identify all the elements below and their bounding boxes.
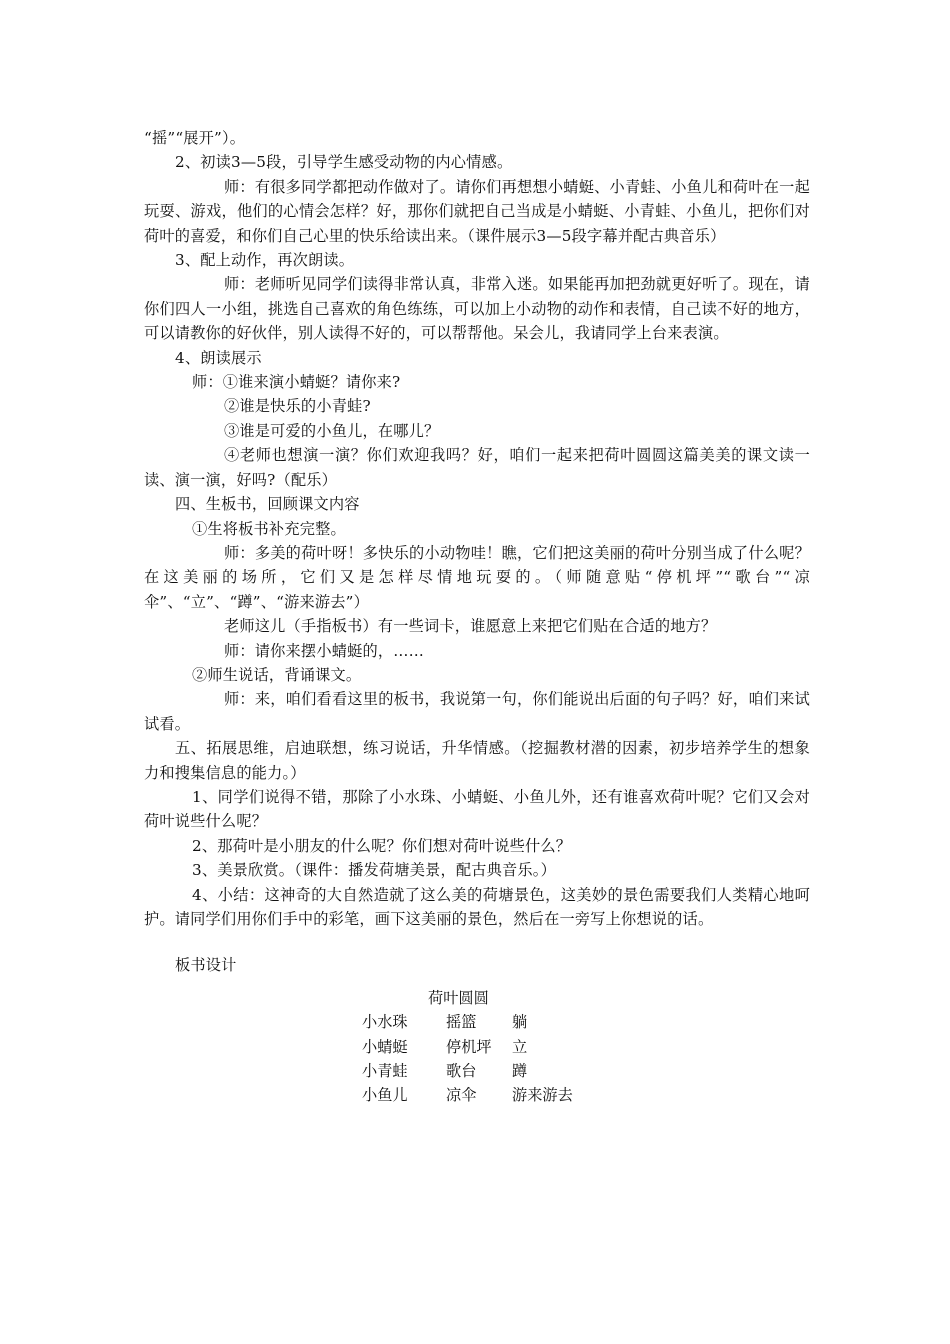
document-page: [144, 126, 810, 1108]
paragraph-text: “摇”“展开”）。: [144, 129, 246, 147]
board-animal: 小青蛙: [362, 1062, 408, 1081]
board-design: [362, 986, 810, 1108]
section-heading: 四、生板书，回顾课文内容: [175, 495, 360, 514]
board-row: [362, 1035, 810, 1059]
board-design-heading: 板书设计: [175, 956, 237, 975]
step-heading: ②师生说话，背诵课文。: [192, 665, 362, 684]
teacher-speech: 老师这儿（手指板书）有一些词卡，谁愿意上来把它们贴在合适的地方？: [224, 617, 717, 636]
step-heading: 4、朗读展示: [175, 348, 262, 367]
board-animal: 小蜻蜓: [362, 1037, 408, 1056]
teacher-speech: 师：请你来摆小蜻蜓的，……: [224, 641, 425, 660]
teacher-question: ③谁是可爱的小鱼儿，在哪儿？: [224, 421, 440, 440]
board-row: [362, 1083, 810, 1107]
step-heading: 3、配上动作，再次朗读。: [175, 251, 355, 270]
step-heading: 2、初读3—5段，引导学生感受动物的内心情感。: [175, 153, 513, 172]
teacher-speech: 师：老师听见同学们读得非常认真，非常入迷。如果能再加把劲就更好听了。现在，请你们四人一小组，挑选自己喜欢的角色练练，可以加上小动物的动作和表情，自己读不好的地方，可以请教你的好伙伴，别人读得不好的，可以帮帮他。呆会儿，我请同学上台来表演。: [144, 275, 810, 343]
teacher-speech: 师：多美的荷叶呀！多快乐的小动物哇！瞧，它们把这美丽的荷叶分别当成了什么呢？在这美丽的场所，它们又是怎样尽情地玩耍的。（师随意贴“停机坪”“歌台”“凉伞”、“立”、“蹲”、“游来游去”）: [144, 543, 810, 611]
board-object: 歌台: [446, 1062, 477, 1081]
step-item: 3、美景欣赏。（课件：播发荷塘美景，配古典音乐。）: [192, 861, 556, 880]
step-item: 1、同学们说得不错，那除了小水珠、小蜻蜓、小鱼儿外，还有谁喜欢荷叶呢？它们又会对荷叶说些什么呢？: [144, 787, 810, 831]
board-object: 停机坪: [446, 1037, 492, 1056]
step-item: 2、那荷叶是小朋友的什么呢？你们想对荷叶说些什么？: [192, 836, 572, 855]
teacher-question: ②谁是快乐的小青蛙?: [224, 397, 371, 416]
board-action: 立: [512, 1037, 528, 1056]
section-heading: 五、拓展思维，启迪联想，练习说话，升华情感。（挖掘教材潜的因素，初步培养学生的想象力和搜集信息的能力。）: [144, 739, 810, 782]
board-object: 摇篮: [446, 1013, 477, 1032]
board-action: 游来游去: [512, 1086, 573, 1105]
step-heading: ①生将板书补充完整。: [192, 519, 346, 538]
board-object: 凉伞: [446, 1086, 477, 1105]
board-animal: 小水珠: [362, 1013, 408, 1032]
teacher-question: 师：①谁来演小蜻蜓？请你来?: [192, 373, 401, 392]
board-animal: 小鱼儿: [362, 1086, 408, 1105]
board-row: [362, 1010, 810, 1034]
teacher-question: ④老师也想演一演？你们欢迎我吗？好，咱们一起来把荷叶圆圆这篇美美的课文读一读、演一演，好吗?（配乐）: [144, 446, 810, 489]
board-row: [362, 1059, 810, 1083]
teacher-speech: 师：有很多同学都把动作做对了。请你们再想想小蜻蜓、小青蛙、小鱼儿和荷叶在一起玩耍、游戏，他们的心情会怎样？好，那你们就把自己当成是小蜻蜓、小青蛙、小鱼儿，把你们对荷叶的喜爱，和你们自己心里的快乐给读出来。（课件展示3—5段字幕并配古典音乐）: [144, 177, 810, 245]
teacher-speech: 师：来，咱们看看这里的板书，我说第一句，你们能说出后面的句子吗？好，咱们来试试看。: [144, 690, 810, 733]
board-title: 荷叶圆圆: [428, 988, 489, 1007]
board-action: 蹲: [512, 1062, 528, 1081]
step-item: 4、小结：这神奇的大自然造就了这么美的荷塘景色，这美妙的景色需要我们人类精心地呵护。请同学们用你们手中的彩笔，画下这美丽的景色，然后在一旁写上你想说的话。: [144, 885, 810, 928]
board-action: 躺: [512, 1013, 528, 1032]
